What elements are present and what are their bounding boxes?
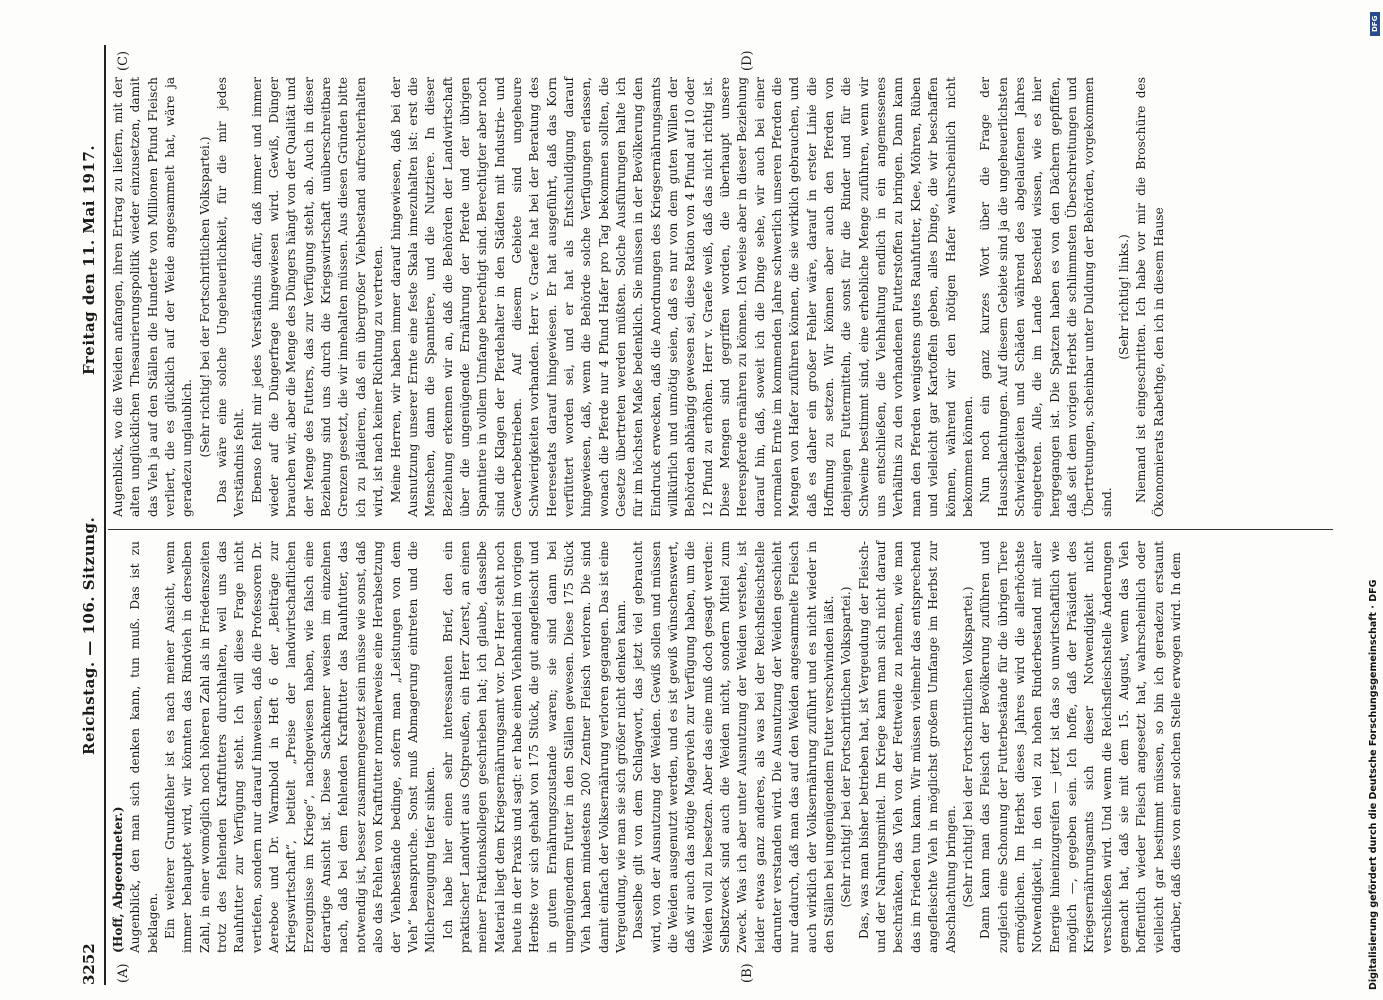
dfg-logo: DFG <box>1370 12 1380 36</box>
paragraph: Ein weiterer Grundfehler ist es nach meiner Ansicht, wenn immer behauptet wird, wir könnten das Rindvieh in derselben Zahl, in einer womöglich noch höheren Zahl als in Friedenszeiten trotz des fehlenden Kraftfutters durchhalten, weil uns das Rauhfutter zur Verfügung steht. Ich will diese Frage nicht vertiefen, sondern nur darauf hinweisen, daß die Professoren Dr. Aereboe und Dr. Warmbold in Heft 6 der „Beiträge zur Kriegswirtschaft“, betitelt „Preise der landwirtschaftlichen Erzeugnisse im Kriege“, nachgewiesen haben, wie falsch eine derartige Ansicht ist. Diese Sachkenner weisen im einzelnen nach, daß bei dem fehlenden Kraftfutter das Rauhfutter, das notwendig ist, besser zusammengesetzt sein müsse wie sonst, daß also das Fehlen von Kraftfutter normalerweise eine Herabsetzung der Viehbestände bedinge, sofern man „Leistungen von dem Vieh“ beanspruche. Sonst muß Abmagerung eintreten und die Milcherzeugung tiefer sinken. <box>163 541 438 953</box>
paragraph: Niemand ist eingeschritten. Ich habe vor mir die Broschüre des Ökonomierats Rabethge, den ich in diesem Hause <box>1134 77 1166 517</box>
margin-letter-c: (C) <box>116 50 131 71</box>
speaker-line: (Hoff, Abgeordneter.) <box>111 806 125 953</box>
interjection: (Sehr richtig! bei der Fortschrittlichen Volkspartei.) <box>197 136 212 458</box>
right-column <box>110 77 1168 517</box>
rotated-page <box>80 45 1340 985</box>
paragraph: Dasselbe gilt von dem Schlagwort, das jetzt viel gebraucht wird, von der Ausnutzung der Weiden. Gewiß sollen und müssen die Weiden ausgenutzt werden, und es ist gewiß wünschenswert, daß wir auch das nötige Magervieh zur Verfügung haben, um die Weiden voll zu besetzen. Aber das eine muß doch gesagt werden: Selbstzweck sind auch die Weiden nicht, sondern Mittel zum Zweck. Was ich aber unter Ausnutzung der Weiden verstehe, ist leider etwas ganz anderes, als was bei der Reichsfleischstelle darunter verstanden wird. Die Ausnutzung der Weiden geschieht nur dadurch, daß man das auf den Weiden angesammelte Fleisch auch wirklich der Volksernährung zuführt und es nicht wieder in den Ställen bei ungenügendem Futter verschwinden läßt. <box>631 541 837 953</box>
margin-letter-b: (B) <box>740 963 755 983</box>
session-title: Reichstag. — 106. Sitzung. <box>80 516 98 755</box>
digitization-credit: Digitalisierung gefördert durch die Deutsche Forschungsgemeinschaft · DFG <box>1368 579 1379 990</box>
paragraph: Dann kann man das Fleisch der Bevölkerung zuführen und zugleich eine Schonung der Futterbestände für die übrigen Tiere ermöglichen. Im Herbst dieses Jahres wird die allerhöchste Notwendigkeit, in den viel zu hohen Rinderbestand mit aller Energie hineinzugreifen — jetzt ist das so unwirtschaftlich wie möglich —, gegeben sein. Ich hoffe, daß der Präsident des Kriegsernährungsamts sich dieser Notwendigkeit nicht verschließen wird. Und wenn die Reichsfleischstelle Änderungen gemacht hat, daß sie mit dem 15. August, wenn das Vieh hoffentlich wieder Fleisch angesetzt hat, wahrscheinlich oder vielleicht gar bestimmt müssen, so bin ich geradezu erstaunt darüber, daß dies von einer solchen Stelle erwogen wird. In dem <box>978 541 1183 953</box>
header-rule <box>104 45 106 985</box>
paragraph: Meine Herren, wir haben immer darauf hingewiesen, daß bei der Ausnutzung unserer Ernte eine feste Skala innezuhalten ist: erst die Menschen, dann die Spanntiere, und die Nutztiere. In dieser Beziehung erkennen wir an, daß die Behörden der Landwirtschaft über die ungenügende Ernährung der Pferde und der übrigen Spanntiere in vollem Umfange berechtigt sind. Berechtigter aber noch sind die Klagen der Pferdehalter in den Städten mit Industrie- und Gewerbebetrieben. Auf diesem Gebiete sind ungeheure Schwierigkeiten vorhanden. Herr v. Graefe hat bei der Beratung des Heeresetats darauf hingewiesen. Er hat ausgeführt, daß das Korn verfüttert worden sei, und er hat als Entschuldigung darauf hingewiesen, daß, wenn die Behörde solche Verfügungen erlassen, wonach die Pferde nur 4 Pfund Hafer pro Tag bekommen sollten, die Gesetze übertreten werden müßten. Solche Ausführungen halte ich für im höchsten Maße bedenklich. Sie müssen in der Bevölkerung den Eindruck erwecken, daß die Anordnungen des Kriegsernährungsamts willkürlich und unnötig seien, daß es nur von dem guten Willen der Behörden abhängig gewesen sei, diese Ration von 4 Pfund auf 10 oder 12 Pfund zu erhöhen. Herr v. Graefe weiß, daß das nicht richtig ist. Diese Mengen sind gegriffen worden, die überhaupt unsere Heerespferde ernähren zu können. Ich weise aber in dieser Beziehung darauf hin, daß, soweit ich die Dinge sehe, wir auch bei einer normalen Ernte im kommenden Jahre schwerlich unseren Pferden die Mengen von Hafer zuführen können, die sie wirklich gebrauchen, und daß es daher ein großer Fehler wäre, darauf in erster Linie die Hoffnung zu setzen. Wir können aber auch den Pferden von denjenigen Futtermitteln, die sonst für die Rinder und für die Schweine bestimmt sind, eine erhebliche Menge zuführen, wenn wir uns entschließen, die Viehhaltung endlich in ein angemessenes Verhältnis zu den vorhandenen Futterstoffen zu bringen. Dann kann man den Pferden wenigstens gutes Rauhfutter, Klee, Möhren, Rüben und vielleicht gar Kartoffeln geben, alles Dinge, die wir beschaffen können, während wir den nötigen Hafer wahrscheinlich nicht bekommen können. <box>388 77 975 517</box>
paragraph: Nun noch ein ganz kurzes Wort über die Frage der Hausschlachtungen. Auf diesem Gebiete sind ja die ungeheuerlichsten Schwierigkeiten und Schäden während des abgelaufenen Jahres eingetreten. Alle, die im Lande Bescheid wissen, wie es hier hergegangen ist. Die Spatzen haben es von den Dächern gepfiffen, daß seit dem vorigen Herbst die schlimmsten Überschreitungen und Übertretungen, scheinbar unter Duldung der Behörden, vorgekommen sind. <box>978 77 1114 517</box>
paragraph: Ebenso fehlt mir jedes Verständnis dafür, daß immer und immer wieder auf die Düngerfrage hingewiesen wird. Gewiß, Dünger brauchen wir, aber die Menge des Düngers hängt von der Qualität und der Menge des Futters, das zur Verfügung steht, ab. Auch in dieser Beziehung sind uns durch die Kriegswirtschaft unüberschreitbare Grenzen gesetzt, die wir innehalten müssen. Aus diesen Gründen bitte ich zu plädieren, daß ein übergroßer Viehbestand aufrechterhalten wird, ist nach keiner Richtung zu vertreten. <box>249 77 386 517</box>
interjection: (Sehr richtig! links.) <box>1116 234 1131 360</box>
column-divider <box>108 529 1333 530</box>
interjection: (Sehr richtig! bei der Fortschrittlichen Volkspartei.) <box>960 586 975 908</box>
paragraph: Augenblick, wo die Weiden anfangen, ihren Ertrag zu liefern, mit der alten unglücklichen Thesaurierungspolitik wieder einzusetzen, damit das Vieh ja auf den Ställen die Hunderte von Millionen Pfund Fleisch verliert, die es glücklich auf der Weide angesammelt hat, wäre ja geradezu unglaublich. <box>111 77 195 517</box>
paragraph: Das wäre eine solche Ungeheuerlichkeit, für die mir jedes Verständnis fehlt. <box>215 77 247 517</box>
paragraph: Das, was man bisher betrieben hat, ist Vergeudung der Fleisch- und der Nahrungsmittel. Im Kriege kann man sich nicht darauf beschränken, das Vieh von der Fettweide zu nehmen, wie man das im Frieden tun kann. Wir müssen vielmehr das entsprechend angefleischte Vieh in möglichst großem Umfange im Herbst zur Abschlachtung bringen. <box>856 541 958 953</box>
running-header <box>80 45 102 985</box>
left-column <box>110 541 1185 953</box>
margin-letter-d: (D) <box>740 50 755 71</box>
page-number: 3252 <box>80 943 98 985</box>
session-date: Freitag den 11. Mai 1917. <box>80 144 98 375</box>
paragraph: Ich habe hier einen sehr interessanten Brief, den ein praktischer Landwirt aus Ostpreußen, ein Herr Zuerst, an einen meiner Fraktionskollegen geschrieben hat; ich glaube, dasselbe Material liegt dem Kriegsernährungsamt vor. Der Herr steht noch heute in der Praxis und sagt: er habe einen Viehhandel im vorigen Herbste vor sich gehabt von 175 Stück, die gut angefleischt und in gutem Ernährungszustande waren; sie sind dann bei ungenügendem Futter in den Ställen gewesen. Diese 175 Stück Vieh haben mindestens 200 Zentner Fleisch verloren. Die sind damit einfach der Volksernährung verloren gegangen. Das ist eine Vergeudung, wie man sie sich größer nicht denken kann. <box>440 541 628 953</box>
interjection: (Sehr richtig! bei der Fortschrittlichen Volkspartei.) <box>839 586 854 908</box>
margin-letter-a: (A) <box>116 963 131 983</box>
paragraph: Augenblick, den man sich denken kann, tun muß. Das ist zu beklagen. <box>128 541 160 953</box>
